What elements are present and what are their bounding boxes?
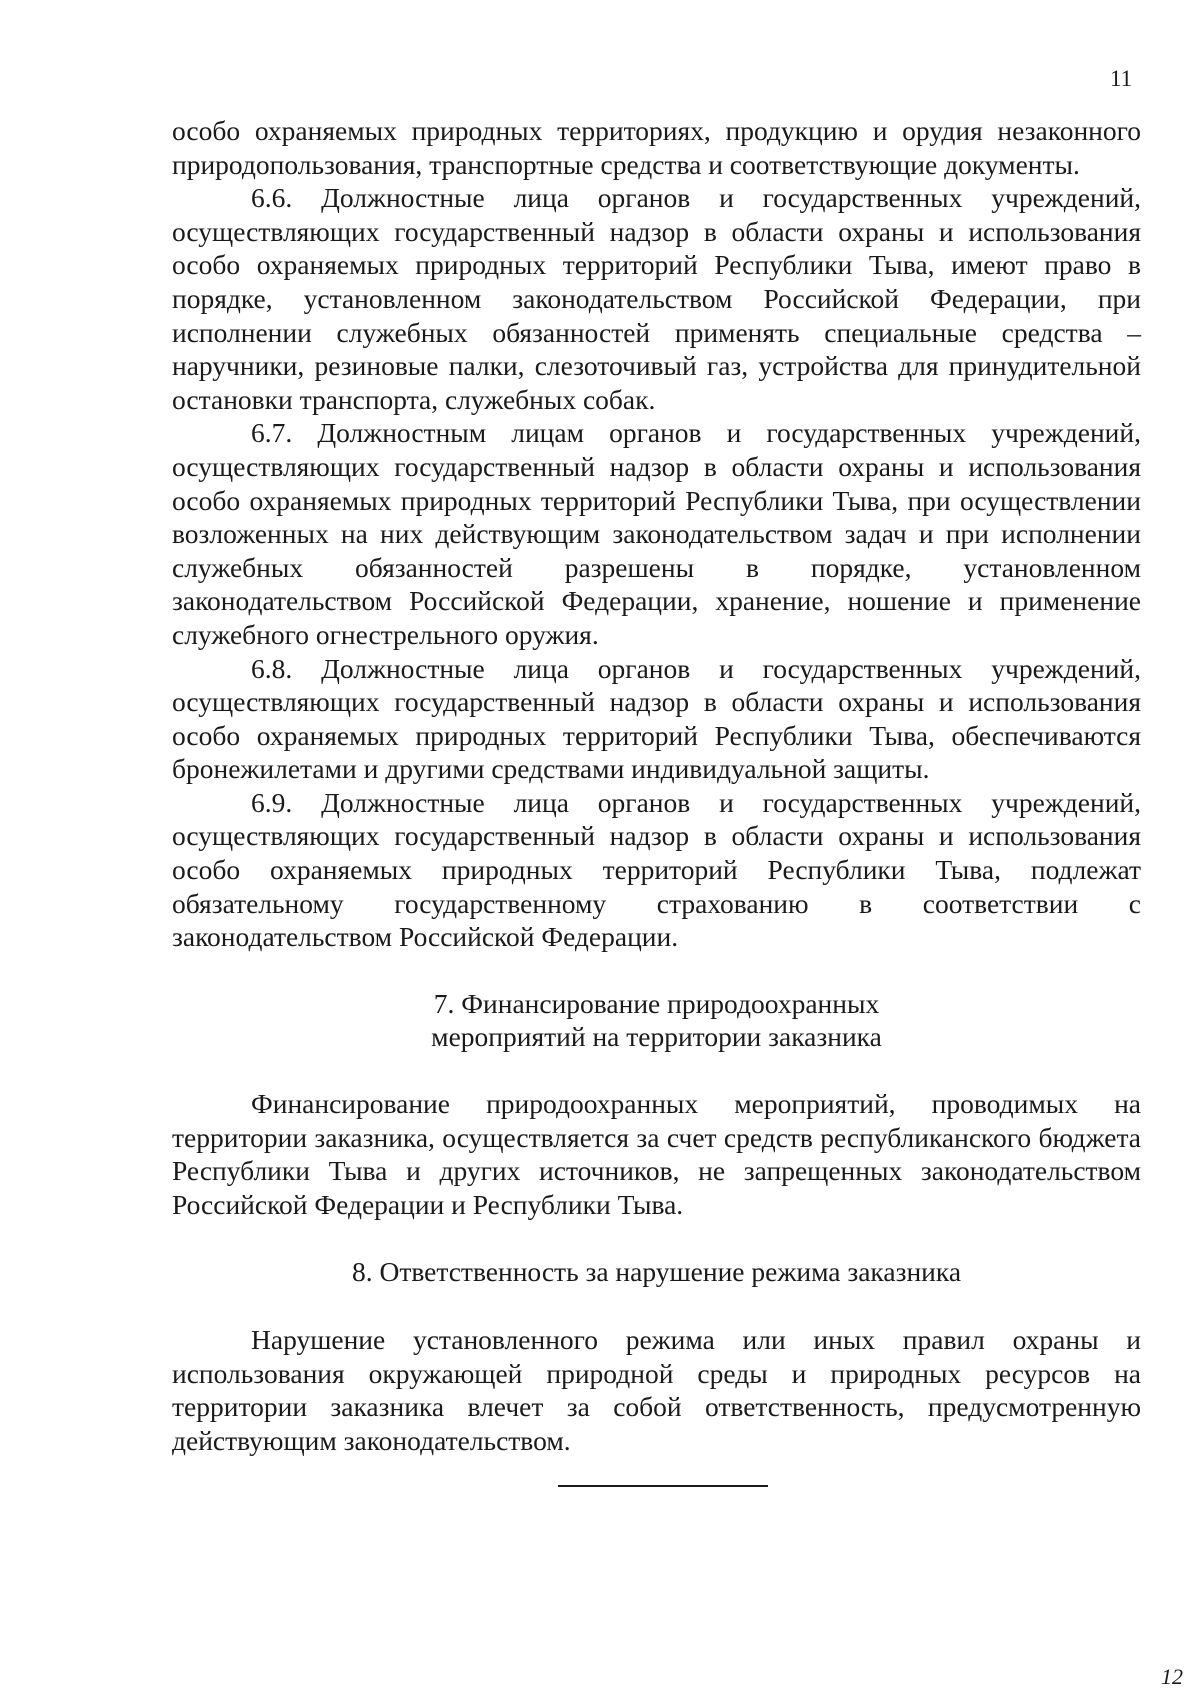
paragraph-6-7: 6.7. Должностным лицам органов и государственных учреждений, осуществляющих государственный надзор в области охраны и использования особо охраняемых природных территорий Республики Тыва, при осуществлении возложенных на них действующим законодательством задач и при исполнении служебных обязанностей разрешены в порядке, установленном законодательством Российской Федерации, хранение, ношение и применение служебного огнестрельного оружия.	[172, 417, 1141, 650]
document-body	[172, 114, 1141, 1457]
section-7-paragraph: Финансирование природоохранных мероприятий, проводимых на территории заказника, осуществляется за счет средств республиканского бюджета Республики Тыва и других источников, не запрещенных законодательством Российской Федерации и Республики Тыва.	[172, 1088, 1141, 1220]
paragraph-6-9: 6.9. Должностные лица органов и государственных учреждений, осуществляющих государственный надзор в области охраны и использования особо охраняемых природных территорий Республики Тыва, подлежат обязательному государственному страхованию в соответствии с законодательством Российской Федерации.	[172, 786, 1141, 953]
paragraph-6-8: 6.8. Должностные лица органов и государственных учреждений, осуществляющих государственный надзор в области охраны и использования особо охраняемых природных территорий Республики Тыва, обеспечиваются бронежилетами и другими средствами индивидуальной защиты.	[172, 652, 1141, 785]
section-7-heading	[172, 987, 1141, 1054]
paragraph-continued: особо охраняемых природных территориях, продукцию и орудия незаконного природопользования, транспортные средства и соответствующие документы.	[172, 115, 1141, 180]
end-divider	[558, 1485, 768, 1487]
section-8-paragraph: Нарушение установленного режима или иных правил охраны и использования окружающей природной среды и природных ресурсов на территории заказника влечет за собой ответственность, предусмотренную действующим законодательством.	[172, 1324, 1141, 1456]
handwritten-page-mark: 12	[1161, 1664, 1183, 1689]
paragraph-6-6: 6.6. Должностные лица органов и государственных учреждений, осуществляющих государственный надзор в области охраны и использования особо охраняемых природных территорий Республики Тыва, имеют право в порядке, установленном законодательством Российской Федерации, при исполнении служебных обязанностей применять специальные средства – наручники, резиновые палки, слезоточивый газ, устройства для принудительной остановки транспорта, служебных собак.	[172, 182, 1141, 415]
page-number: 11	[1110, 66, 1133, 91]
section-7-heading-line2: мероприятий на территории заказника	[431, 1021, 882, 1053]
section-8-heading: 8. Ответственность за нарушение режима заказника	[351, 1256, 962, 1288]
section-7-heading-line1: 7. Финансирование природоохранных	[433, 987, 880, 1019]
